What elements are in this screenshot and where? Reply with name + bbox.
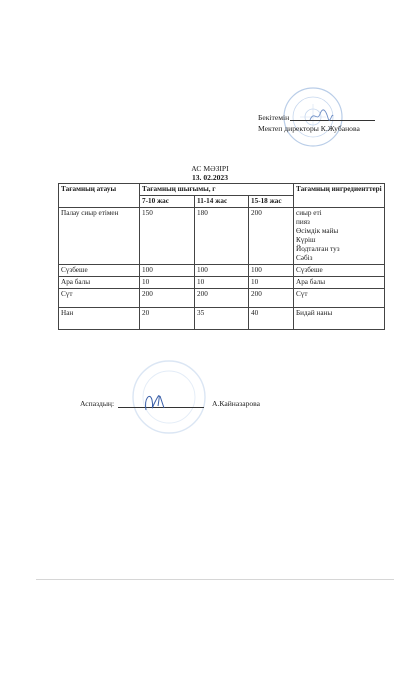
ingredient: Йодталған туз [296,245,340,253]
ingredients-cell [294,208,385,265]
cook-name: А.Кайназарова [212,399,261,408]
yield-7-10: 200 [140,289,195,308]
header-dish: Тағамның атауы [59,184,140,208]
yield-15-18: 200 [249,208,294,265]
yield-11-14: 35 [195,308,249,330]
yield-15-18: 100 [249,265,294,277]
approval-name: К.Жубанова [320,124,360,133]
yield-15-18: 10 [249,277,294,289]
yield-7-10: 10 [140,277,195,289]
yield-7-10: 150 [140,208,195,265]
dish-name: Палау сиыр етімен [59,208,140,265]
ingredients-cell: Бидай наны [294,308,385,330]
yield-11-14: 100 [195,265,249,277]
ingredients-cell: Ара балы [294,277,385,289]
table-row [59,277,385,289]
table-row [59,308,385,330]
ingredient: Өсімдік майы [296,227,339,235]
yield-7-10: 100 [140,265,195,277]
ingredients-cell: Сүзбеше [294,265,385,277]
age-group-11-14: 11-14 жас [195,196,249,208]
yield-15-18: 40 [249,308,294,330]
table-header-row [59,184,385,196]
yield-11-14: 10 [195,277,249,289]
ingredients-cell: Сүт [294,289,385,308]
yield-15-18: 200 [249,289,294,308]
cook-signature-icon [140,388,170,414]
table-row [59,289,385,308]
header-yield: Тағамның шығымы, г [140,184,294,196]
age-group-7-10: 7-10 жас [140,196,195,208]
director-signature-icon [308,108,334,124]
dish-name: Ара балы [59,277,140,289]
page-divider [36,579,394,580]
header-ingredients: Тағамның ингредиенттері [294,184,385,208]
ingredient: пияз [296,218,310,226]
yield-11-14: 180 [195,208,249,265]
approval-position: Мектеп директоры К.Жубанова [258,124,360,133]
table-row [59,265,385,277]
menu-title: АС МӘЗІРІ [191,164,229,173]
yield-11-14: 200 [195,289,249,308]
cook-signature-label: Аспаздың: [80,399,115,408]
age-group-15-18: 15-18 жас [249,196,294,208]
approval-label: Бекітемін [258,113,290,122]
ingredient: сиыр еті [296,209,322,217]
ingredient: Сәбіз [296,254,313,262]
menu-date: 13. 02.2023 [191,173,229,182]
yield-7-10: 20 [140,308,195,330]
dish-name: Нан [59,308,140,330]
menu-table [58,183,385,330]
dish-name: Сүт [59,289,140,308]
ingredient: Күріш [296,236,316,244]
dish-name: Сүзбеше [59,265,140,277]
table-row [59,208,385,265]
